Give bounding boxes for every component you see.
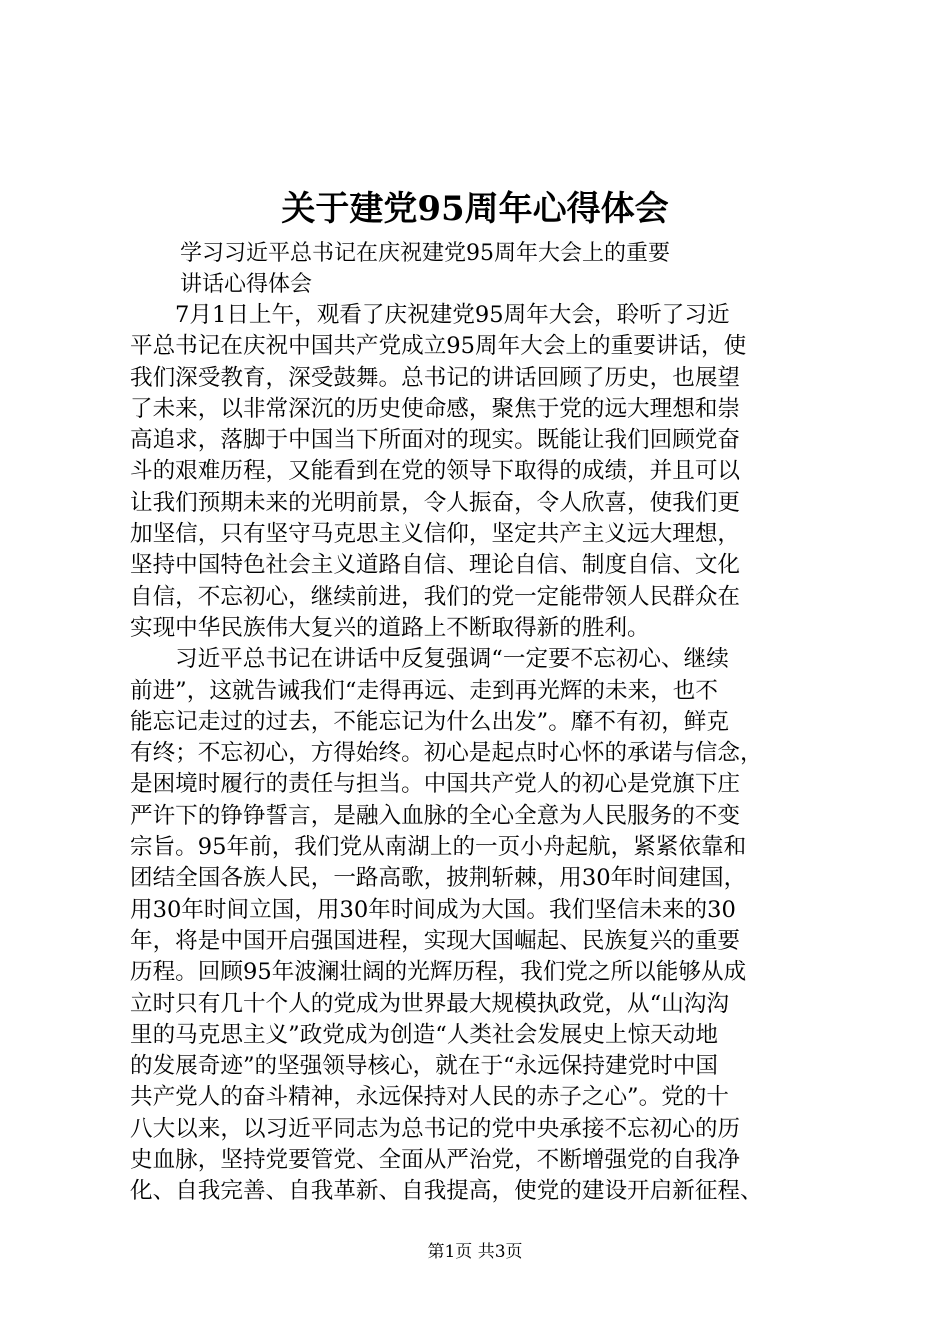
paragraph-1 xyxy=(130,300,830,644)
paragraph-line: 是困境时履行的责任与担当。中国共产党人的初心是党旗下庄 xyxy=(130,771,741,798)
paragraph-line: 斗的艰难历程，又能看到在党的领导下取得的成绩，并且可以 xyxy=(130,458,741,485)
paragraph-line: 共产党人的奋斗精神，永远保持对人民的赤子之心”。党的十 xyxy=(130,1084,729,1111)
document-body xyxy=(130,300,830,1208)
paragraph-line: 有终；不忘初心，方得始终。初心是起点时心怀的承诺与信念， xyxy=(130,740,763,767)
paragraph-line: 的发展奇迹”的坚强领导核心，就在于“永远保持建党时中国 xyxy=(130,1053,718,1080)
paragraph-line: 自信，不忘初心，继续前进，我们的党一定能带领人民群众在 xyxy=(130,583,741,610)
paragraph-line: 用30年时间立国，用30年时间成为大国。我们坚信未来的30 xyxy=(130,896,736,923)
paragraph-line: 平总书记在庆祝中国共产党成立95周年大会上的重要讲话，使 xyxy=(130,333,747,360)
subtitle-line: 学习习近平总书记在庆祝建党95周年大会上的重要 xyxy=(180,241,670,266)
paragraph-line: 前进”，这就告诫我们“走得再远、走到再光辉的未来，也不 xyxy=(130,677,718,704)
paragraph-line: 宗旨。95年前，我们党从南湖上的一页小舟起航，紧紧依靠和 xyxy=(130,834,747,861)
paragraph-line: 高追求，落脚于中国当下所面对的现实。既能让我们回顾党奋 xyxy=(130,427,741,454)
paragraph-line: 7月1日上午，观看了庆祝建党95周年大会，聆听了习近 xyxy=(175,302,730,328)
paragraph-line: 历程。回顾95年波澜壮阔的光辉历程，我们党之所以能够从成 xyxy=(130,959,747,986)
paragraph-line: 了未来，以非常深沉的历史使命感，聚焦于党的远大理想和崇 xyxy=(130,395,741,422)
paragraph-line: 习近平总书记在讲话中反复强调“一定要不忘初心、继续 xyxy=(175,646,729,673)
paragraph-line: 年，将是中国开启强国进程，实现大国崛起、民族复兴的重要 xyxy=(130,927,741,954)
paragraph-line: 团结全国各族人民，一路高歌，披荆斩棘，用30年时间建国， xyxy=(130,865,747,892)
paragraph-line: 让我们预期未来的光明前景，令人振奋，令人欣喜，使我们更 xyxy=(130,489,741,516)
document-subtitle xyxy=(180,238,800,300)
paragraph-line: 我们深受教育，深受鼓舞。总书记的讲话回顾了历史，也展望 xyxy=(130,364,741,391)
paragraph-line: 能忘记走过的过去，不能忘记为什么出发”。靡不有初，鲜克 xyxy=(130,708,729,735)
paragraph-2 xyxy=(130,644,830,1207)
page-footer: 第1页 共3页 xyxy=(427,1242,523,1262)
paragraph-line: 严许下的铮铮誓言，是融入血脉的全心全意为人民服务的不变 xyxy=(130,802,741,829)
document-title: 关于建党95周年心得体会 xyxy=(281,189,669,229)
paragraph-line: 八大以来，以习近平同志为总书记的党中央承接不忘初心的历 xyxy=(130,1115,741,1142)
paragraph-line: 立时只有几十个人的党成为世界最大规模执政党，从“山沟沟 xyxy=(130,990,729,1017)
paragraph-line: 里的马克思主义”政党成为创造“人类社会发展史上惊天动地 xyxy=(130,1021,718,1048)
paragraph-line: 加坚信，只有坚守马克思主义信仰，坚定共产主义远大理想， xyxy=(130,521,741,548)
paragraph-line: 史血脉，坚持党要管党、全面从严治党，不断增强党的自我净 xyxy=(130,1147,741,1174)
paragraph-line: 实现中华民族伟大复兴的道路上不断取得新的胜利。 xyxy=(130,614,650,641)
subtitle-line: 讲话心得体会 xyxy=(180,272,313,297)
paragraph-line: 化、自我完善、自我革新、自我提高，使党的建设开启新征程、 xyxy=(130,1178,763,1205)
paragraph-line: 坚持中国特色社会主义道路自信、理论自信、制度自信、文化 xyxy=(130,552,741,579)
